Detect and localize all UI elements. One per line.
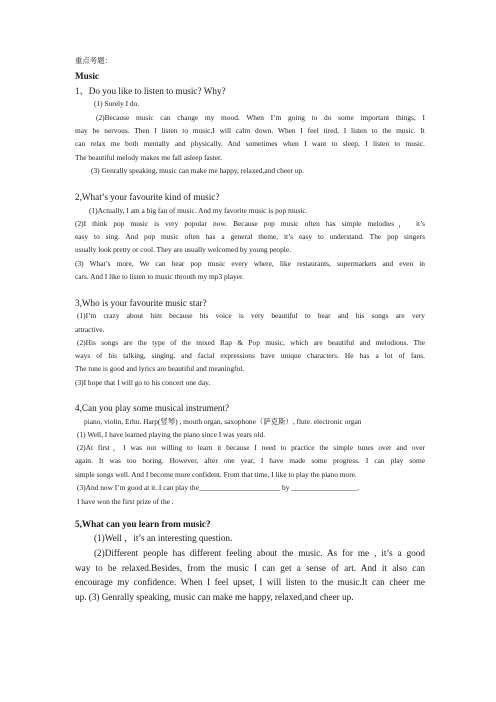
q1-answer-2-line-3: can relax me both mentally and physically. And sometimes when I want to sleep, I listen to music. xyxy=(75,139,425,148)
section-title: Music xyxy=(75,71,99,81)
question-2-title: 2,What’s your favourite kind of music? xyxy=(75,192,220,202)
q3-answer-3: (3)I hope that I will go to his concert one day. xyxy=(75,378,211,387)
q1-answer-2-line-4: The beautiful melody makes me fall asleep faster. xyxy=(75,153,222,162)
q2-answer-1: (1)Actually, I am a big fan of music. And my favorite music is pop music. xyxy=(89,206,308,215)
q4-answer-4: I have won the first prize of the . xyxy=(77,497,174,506)
q4-answer-2-line-1: (2)At first，I was not willing to learn it because I need to practice the simple tunes over and over xyxy=(77,443,425,452)
question-1-title: 1、Do you like to listen to music? Why? xyxy=(75,86,226,96)
q5-answer-2-line-4: up. (3) Genrally speaking, music can make me happy, relaxed,and cheer up. xyxy=(75,592,354,602)
q3-answer-2-line-3: The tune is good and lyrics are beautiful and meaningful. xyxy=(75,364,245,373)
q3-answer-2-line-2: ways of his talking, singing, and facial expressions have unique characters. He has a lot of fans. xyxy=(75,351,425,360)
q1-answer-1: (1) Surely I do. xyxy=(94,99,140,108)
q5-answer-2-line-2: way to be relaxed.Besides, from the music I can get a sense of art. And it also can xyxy=(75,563,425,573)
q4-answer-1: (1) Well, I have learned playing the piano since I was years old. xyxy=(77,430,266,439)
q4-answer-2-line-2: again. It was too boring. However, after one year, I have made some progress. I can play some xyxy=(75,456,425,465)
q4-answer-3: (3)And now I’m good at it. I can play the______________________ by __________________. xyxy=(77,483,360,492)
key-questions-heading: 重点考题： xyxy=(75,56,112,65)
q4-answer-2-line-3: simple songs well. And I become more confident. From that time, I like to play the piano more. xyxy=(75,470,357,479)
question-3-title: 3,Who is your favourite music star? xyxy=(75,298,207,308)
q2-answer-2-line-1: (2)I think pop music is very popular now. Because pop music often has simple melodies， it’s xyxy=(75,219,425,228)
q2-answer-2-line-2: easy to sing. And pop music often has a general theme, it’s easy to understand. The pop singers xyxy=(75,232,425,241)
question-5-title: 5,What can you learn from music? xyxy=(75,519,211,529)
q5-answer-2-line-1: (2)Different people has different feeling about the music. As for me , it’s a good xyxy=(94,548,425,558)
q1-answer-3: (3) Genrally speaking, music can make me happy, relaxed,and cheer up. xyxy=(91,166,304,175)
q1-answer-2-line-1: (2)Because music can change my mood. When I’m going to do some important things, I xyxy=(96,113,425,122)
q2-answer-3-line-1: (3) What’s more, We can hear pop music every where, like restaurants, supermarkets and even in xyxy=(75,259,425,268)
q3-answer-1-line-2: attractive. xyxy=(75,325,105,334)
q3-answer-2-line-1: (2)His songs are the type of the mixed Rap & Pop music, which are beautiful and melodious. The xyxy=(77,338,425,347)
q5-answer-1: (1)Well ，it’s an interesting question. xyxy=(94,533,233,543)
q4-instrument-list: piano, violin, Erhu. Harp(竖琴) , mouth organ, saxophone（萨克斯）, flute. electronic organ xyxy=(84,417,362,426)
q2-answer-3-line-2: cars. And I like to listen to music throuth my mp3 player. xyxy=(75,272,244,281)
q3-answer-1-line-1: (1)I’m crazy about him because his voice is very beautiful to hear and his songs are very xyxy=(77,311,425,320)
question-4-title: 4,Can you play some musical instrument? xyxy=(75,403,230,413)
q5-answer-2-line-3: encourage my confidence. When I feel upset, I will listen to the music.It can cheer me xyxy=(75,577,425,587)
q2-answer-2-line-3: usually look pretty or cool. They are usually welcomed by young people. xyxy=(75,245,291,254)
q1-answer-2-line-2: may be nervous. Then I listen to music,I will calm down. When I feel tired, I listen to the music. It xyxy=(75,126,425,135)
